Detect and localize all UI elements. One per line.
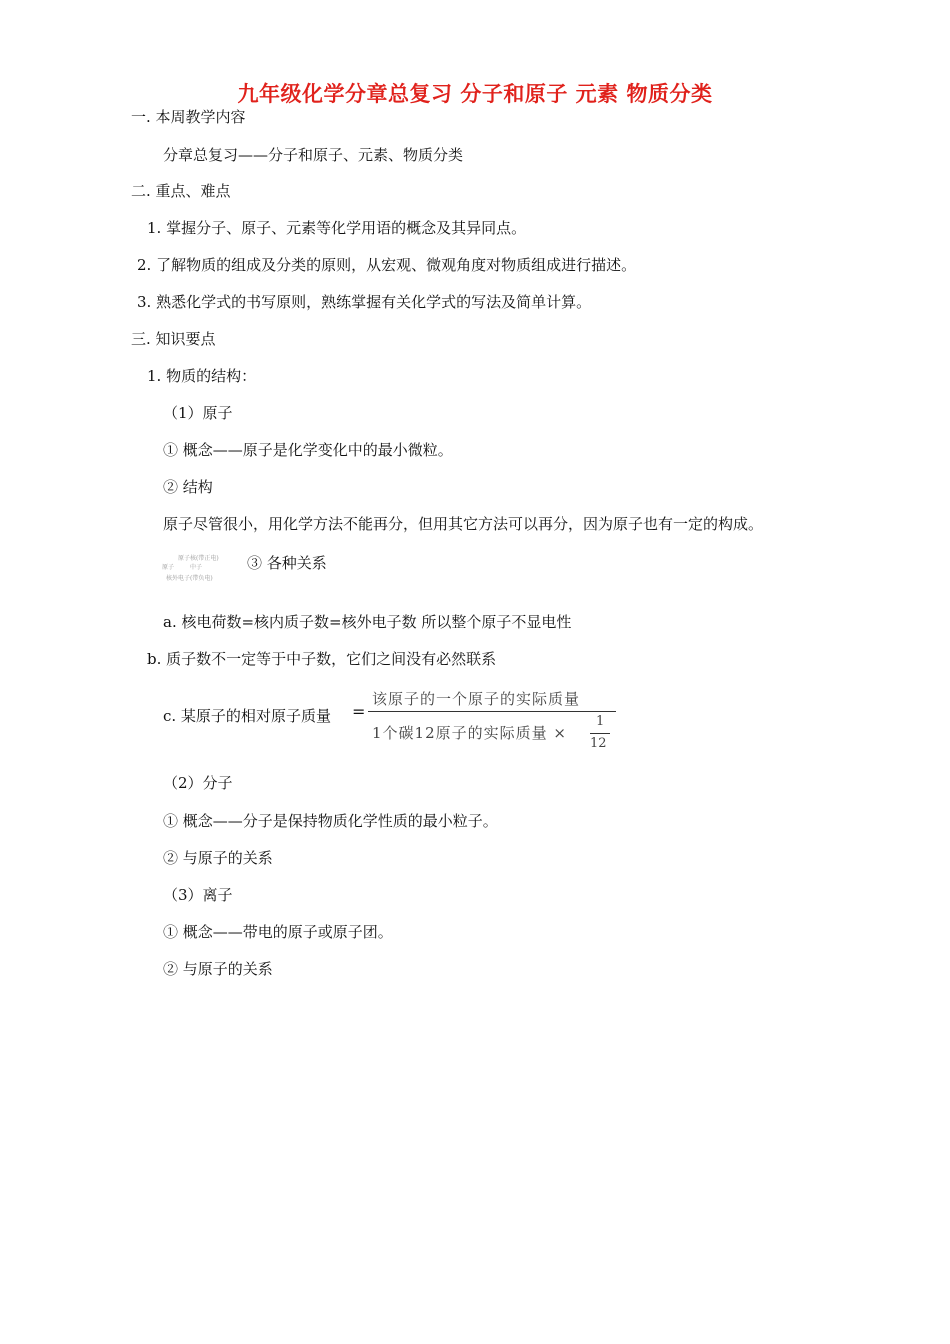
paragraph: c. 某原子的相对原子质量 bbox=[163, 707, 331, 725]
subheading: （2）分子 bbox=[163, 774, 233, 792]
diagram-label: 中子 bbox=[190, 564, 203, 571]
document-title: 九年级化学分章总复习 分子和原子 元素 物质分类 bbox=[237, 82, 713, 106]
paragraph: ① 概念——分子是保持物质化学性质的最小粒子。 bbox=[163, 812, 498, 830]
paragraph: ① 概念——带电的原子或原子团。 bbox=[163, 923, 393, 941]
paragraph: ② 结构 bbox=[163, 478, 213, 496]
list-item: 3. 熟悉化学式的书写原则，熟练掌握有关化学式的写法及简单计算。 bbox=[137, 293, 592, 311]
section-heading-1: 一. 本周教学内容 bbox=[131, 108, 246, 126]
atom-structure-diagram bbox=[160, 551, 238, 585]
diagram-label: 原子 bbox=[162, 564, 175, 571]
subheading: （1）原子 bbox=[163, 404, 233, 422]
paragraph: ① 概念——原子是化学变化中的最小微粒。 bbox=[163, 441, 453, 459]
paragraph: 原子尽管很小，用化学方法不能再分，但用其它方法可以再分，因为原子也有一定的构成。 bbox=[163, 515, 764, 533]
paragraph: 分章总复习——分子和原子、元素、物质分类 bbox=[163, 146, 464, 164]
diagram-label: 原子核(带正电) bbox=[178, 555, 219, 562]
formula-equals: = bbox=[352, 702, 366, 721]
small-fraction-denominator: 12 bbox=[590, 736, 607, 751]
small-fraction-bar bbox=[590, 733, 610, 734]
subheading: （3）离子 bbox=[163, 886, 233, 904]
paragraph: ② 与原子的关系 bbox=[163, 960, 273, 978]
formula-numerator: 该原子的一个原子的实际质量 bbox=[372, 690, 581, 708]
formula-denominator: 1个碳12原子的实际质量 × bbox=[372, 724, 567, 742]
list-item: 2. 了解物质的组成及分类的原则，从宏观、微观角度对物质组成进行描述。 bbox=[137, 256, 637, 274]
section-heading-3: 三. 知识要点 bbox=[131, 330, 216, 348]
fraction-bar bbox=[368, 711, 616, 712]
paragraph: ② 与原子的关系 bbox=[163, 849, 273, 867]
section-heading-2: 二. 重点、难点 bbox=[131, 182, 231, 200]
paragraph: b. 质子数不一定等于中子数，它们之间没有必然联系 bbox=[147, 650, 497, 668]
subheading: 1. 物质的结构： bbox=[147, 367, 257, 385]
list-item: 1. 掌握分子、原子、元素等化学用语的概念及其异同点。 bbox=[147, 219, 527, 237]
paragraph: a. 核电荷数=核内质子数=核外电子数 所以整个原子不显电性 bbox=[163, 613, 572, 631]
diagram-label: 核外电子(带负电) bbox=[166, 575, 213, 582]
paragraph: ③ 各种关系 bbox=[247, 554, 327, 572]
small-fraction-numerator: 1 bbox=[596, 714, 605, 729]
